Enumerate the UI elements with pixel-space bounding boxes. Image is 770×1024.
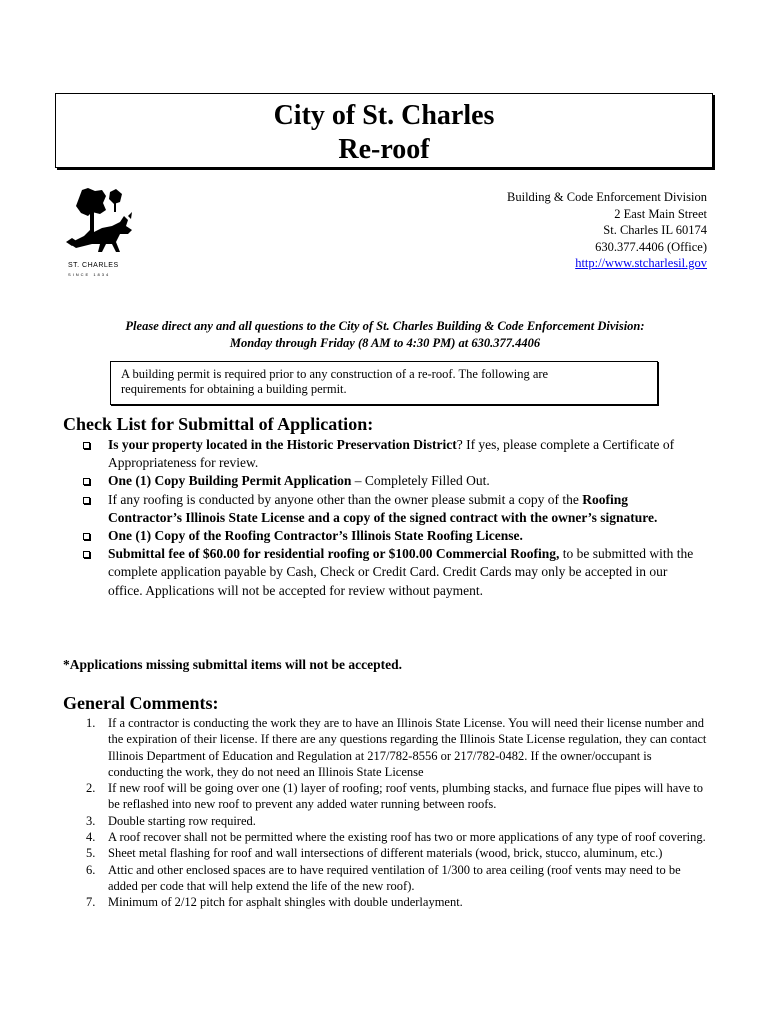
- checklist-item-bold: Roofing Contractor’s Illinois State License and a copy of the signed contract with the owner’s signature.: [108, 491, 658, 525]
- fox-tree-icon: [62, 186, 140, 262]
- checklist-item-bold: One (1) Copy Building Permit Application: [108, 473, 352, 489]
- title-box: [55, 93, 713, 168]
- comment-text: Attic and other enclosed spaces are to have required ventilation of 1/300 to area ceiling (roof vents may need to be added per code that will help extend the life of the new roof).: [108, 862, 681, 893]
- item-number: 1.: [86, 716, 96, 730]
- checklist-item: [80, 436, 700, 472]
- comment-text: Double starting row required.: [108, 813, 256, 828]
- checklist-item-bold: One (1) Copy of the Roofing Contractor’s Illinois State Roofing License.: [108, 528, 523, 544]
- checklist-item-text: to be submitted with the complete application payable by Cash, Check or Credit Card. Credit Cards may only be accepted in our office. Applications will not be accepted for review without payment.: [108, 546, 694, 598]
- item-number: 4.: [86, 830, 96, 845]
- comment-text: If new roof will be going over one (1) layer of roofing; roof vents, plumbing stacks, and furnace flue pipes will have to be reflashed into new roof to prevent any added water running between roofs.: [108, 781, 703, 812]
- permit-requirement-box: [110, 361, 658, 405]
- city-state-zip: St. Charles IL 60174: [603, 223, 707, 237]
- division-name: Building & Code Enforcement Division: [507, 190, 707, 204]
- checklist-item-bold: Is your property located in the Historic Preservation District: [108, 437, 457, 452]
- list-item: [80, 813, 710, 829]
- list-item: [80, 894, 710, 910]
- office-phone: 630.377.4406 (Office): [595, 239, 707, 254]
- checkbox-icon: [83, 497, 90, 504]
- comment-text: A roof recover shall not be permitted where the existing roof has two or more applications of any type of roof covering.: [108, 830, 706, 845]
- logo-since-text: SINCE 1834: [68, 272, 111, 277]
- list-item: [80, 829, 710, 845]
- checklist-item: [80, 527, 700, 545]
- item-number: 6.: [86, 862, 96, 877]
- comment-text: If a contractor is conducting the work they are to have an Illinois State License. You will need their license number and the expiration of their license. If there are any questions regarding the Illinois State License regulation, they can contact Illinois Department of Education and Regulation at 217/782-8556 or 217/782-0482. If the owner/occupant is conducting the work, they do not need an Illinois State License: [108, 716, 707, 779]
- list-item: [80, 862, 710, 895]
- permit-note-line-2: requirements for obtaining a building permit.: [121, 382, 347, 396]
- item-number: 2.: [86, 781, 96, 796]
- contact-address: [507, 189, 707, 272]
- checkbox-icon: [83, 533, 90, 540]
- checklist-item: [80, 545, 700, 600]
- page-title: City of St. Charles: [273, 100, 495, 131]
- checklist-item: [80, 491, 700, 527]
- item-number: 7.: [86, 895, 96, 910]
- checklist-item-text: If any roofing is conducted by anyone other than the owner please submit a copy of the: [108, 491, 583, 507]
- submittal-checklist: [80, 436, 700, 600]
- directive-line-2: Monday through Friday (8 AM to 4:30 PM) at 630.377.4406: [229, 336, 541, 350]
- list-item: [80, 845, 710, 861]
- missing-items-warning: *Applications missing submittal items will not be accepted.: [63, 657, 403, 672]
- street-address: 2 East Main Street: [614, 206, 707, 221]
- checklist-item-bold: Submittal fee of $60.00 for residential roofing or $100.00 Commercial Roofing,: [108, 546, 560, 562]
- checklist-item-text: – Completely Filled Out.: [351, 473, 490, 489]
- logo-text: ST. CHARLES: [68, 262, 119, 269]
- item-number: 3.: [86, 813, 96, 828]
- contact-directive: [60, 318, 710, 352]
- page-subtitle: Re-roof: [338, 134, 430, 165]
- checkbox-icon: [83, 551, 90, 558]
- checklist-item: [80, 472, 700, 490]
- list-item: [80, 715, 710, 780]
- permit-note-line-1: A building permit is required prior to any construction of a re-roof. The following are: [121, 367, 549, 381]
- checklist-item-text: ? If yes, please complete a Certificate of Appropriateness for review.: [108, 437, 675, 471]
- list-item: [80, 780, 710, 813]
- website-link[interactable]: http://www.stcharlesil.gov: [575, 256, 707, 270]
- item-number: 5.: [86, 846, 96, 861]
- general-comments-list: [80, 715, 710, 911]
- comment-text: Minimum of 2/12 pitch for asphalt shingles with double underlayment.: [108, 895, 463, 910]
- general-comments-heading: General Comments:: [63, 693, 219, 713]
- comment-text: Sheet metal flashing for roof and wall intersections of different materials (wood, brick, stucco, aluminum, etc.): [108, 846, 663, 861]
- checkbox-icon: [83, 442, 90, 449]
- directive-line-1: Please direct any and all questions to the City of St. Charles Building & Code Enforcement Division:: [125, 319, 645, 333]
- checkbox-icon: [83, 478, 90, 485]
- checklist-heading: Check List for Submittal of Application:: [63, 414, 374, 434]
